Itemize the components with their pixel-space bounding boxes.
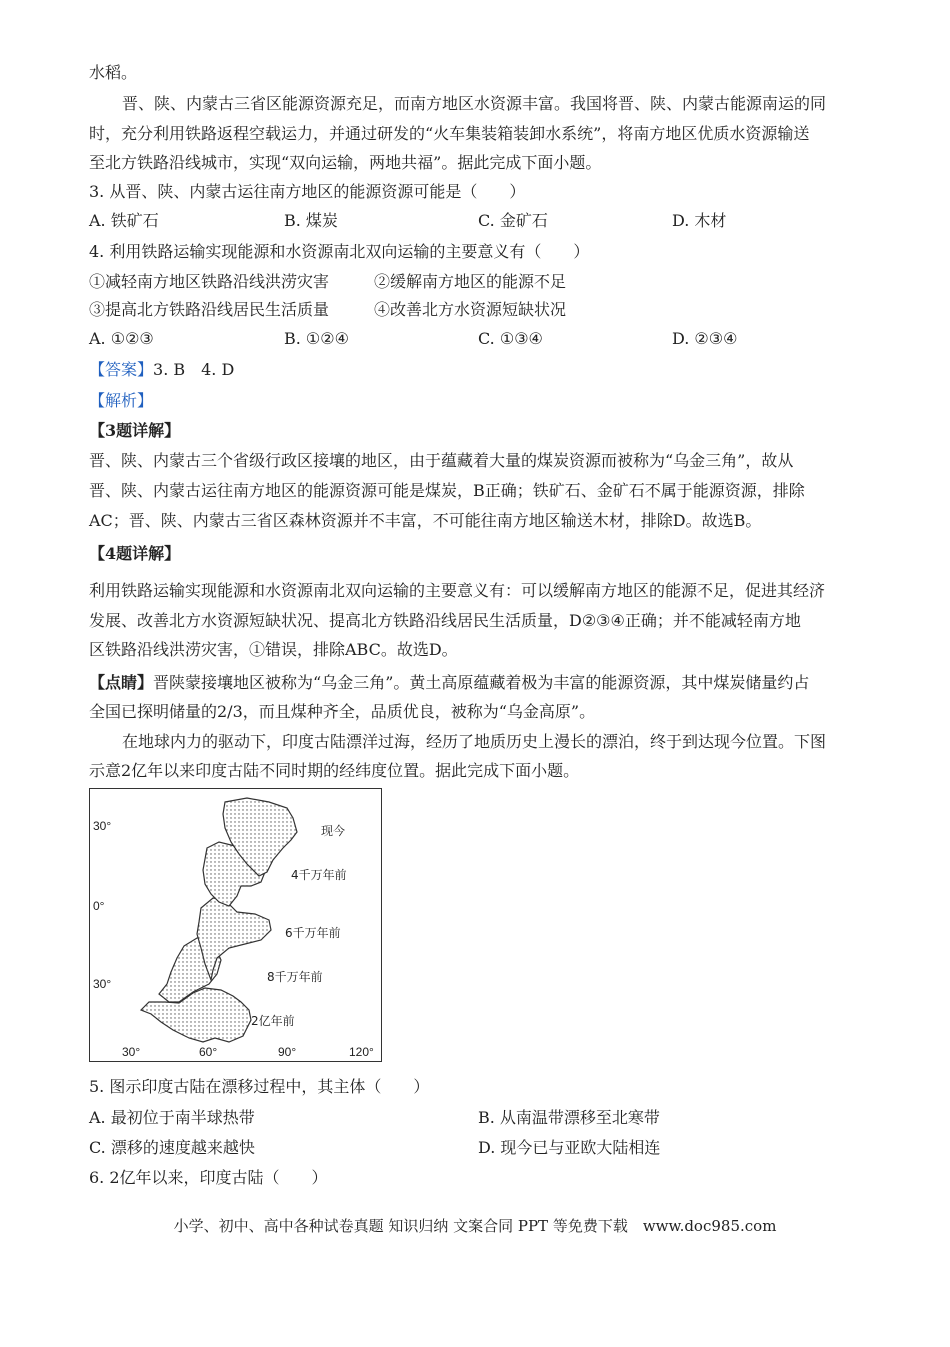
text-line: 在地球内力的驱动下，印度古陆漂洋过海，经历了地质历史上漫长的漂泊，终于到达现今位置。下图: [122, 732, 827, 751]
question-4-stem: 4. 利用铁路运输实现能源和水资源南北双向运输的主要意义有（ ）: [89, 242, 590, 261]
period-label-60ma: 6千万年前: [285, 926, 341, 940]
lon-label: 30°: [122, 1045, 141, 1059]
tip-text: 晋陕蒙接壤地区被称为“乌金三角”。黄土高原蕴藏着极为丰富的能源资源，其中煤炭储量约占: [153, 673, 810, 692]
text-line: 发展、改善北方水资源短缺状况、提高北方铁路沿线居民生活质量，D②③④正确；并不能减轻南方地: [89, 611, 801, 630]
lon-label: 120°: [349, 1045, 374, 1059]
q5-option-a: A. 最初位于南半球热带: [89, 1108, 255, 1127]
text-line: 晋、陕、内蒙古三省区能源资源充足，而南方地区水资源丰富。我国将晋、陕、内蒙古能源南运的同: [122, 94, 827, 113]
question-6-stem: 6. 2亿年以来，印度古陆（ ）: [89, 1168, 328, 1187]
q3-option-c: C. 金矿石: [478, 211, 548, 230]
lat-label: 30°: [93, 977, 112, 991]
question-5-stem: 5. 图示印度古陆在漂移过程中，其主体（ ）: [89, 1077, 430, 1096]
q4-item-3: ③提高北方铁路沿线居民生活质量: [89, 300, 330, 319]
period-label-200ma: 2亿年前: [251, 1014, 295, 1028]
text-line: 区铁路沿线洪涝灾害，①错误，排除ABC。故选D。: [89, 640, 458, 659]
q3-option-d: D. 木材: [672, 211, 727, 230]
answer-text: 3. B 4. D: [153, 360, 235, 379]
q5-option-d: D. 现今已与亚欧大陆相连: [478, 1138, 661, 1157]
text-line: 至北方铁路沿线城市，实现“双向运输，两地共福”。据此完成下面小题。: [89, 153, 602, 172]
text-line: 示意2亿年以来印度古陆不同时期的经纬度位置。据此完成下面小题。: [89, 761, 580, 780]
q4-item-2: ②缓解南方地区的能源不足: [374, 272, 567, 291]
q5-option-b: B. 从南温带漂移至北寒带: [478, 1108, 660, 1127]
text-line: 时，充分利用铁路返程空载运力，并通过研发的“火车集装箱装卸水系统”，将南方地区优质水资源输送: [89, 124, 810, 143]
q4-item-1: ①减轻南方地区铁路沿线洪涝灾害: [89, 272, 330, 291]
text-line: 晋、陕、内蒙古三个省级行政区接壤的地区，由于蕴藏着大量的煤炭资源而被称为“乌金三角”，故从: [89, 451, 794, 470]
period-label-present: 现今: [321, 824, 346, 838]
q5-option-c: C. 漂移的速度越来越快: [89, 1138, 255, 1157]
text-line: 全国已探明储量的2/3，而且煤种齐全，品质优良，被称为“乌金高原”。: [89, 702, 596, 721]
q4-option-a: A. ①②③: [89, 329, 154, 348]
tip-line: [89, 672, 809, 694]
page-footer: 小学、初中、高中各种试卷真题 知识归纳 文案合同 PPT 等免费下载 www.doc985.com: [173, 1217, 777, 1235]
detail-4-label: 【4题详解】: [89, 544, 181, 563]
q4-option-c: C. ①③④: [478, 329, 543, 348]
q4-item-4: ④改善北方水资源短缺状况: [374, 300, 567, 319]
text-line: 晋、陕、内蒙古运往南方地区的能源资源可能是煤炭，B正确；铁矿石、金矿石不属于能源资源，排除: [89, 481, 805, 500]
q4-option-d: D. ②③④: [672, 329, 738, 348]
lat-label: 30°: [93, 819, 112, 833]
question-3-stem: 3. 从晋、陕、内蒙古运往南方地区的能源资源可能是（ ）: [89, 182, 526, 201]
text-line: 利用铁路运输实现能源和水资源南北双向运输的主要意义有：可以缓解南方地区的能源不足，促进其经济: [89, 581, 826, 600]
period-label-40ma: 4千万年前: [291, 868, 347, 882]
q3-option-b: B. 煤炭: [284, 211, 338, 230]
analysis-label: 【解析】: [89, 391, 154, 410]
answer-label: 【答案】: [89, 360, 154, 379]
text-line: 水稻。: [89, 63, 138, 82]
lon-label: 60°: [199, 1045, 218, 1059]
text-line: AC；晋、陕、内蒙古三省区森林资源并不丰富，不可能往南方地区输送木材，排除D。故选B。: [89, 511, 762, 530]
detail-3-label: 【3题详解】: [89, 421, 181, 440]
tip-label: 【点睛】: [89, 673, 154, 692]
q4-option-b: B. ①②④: [284, 329, 349, 348]
answer-line: [89, 359, 234, 381]
q3-option-a: A. 铁矿石: [89, 211, 159, 230]
period-label-80ma: 8千万年前: [267, 970, 323, 984]
lat-label: 0°: [93, 899, 105, 913]
lon-label: 90°: [278, 1045, 297, 1059]
india-drift-map: [89, 788, 382, 1062]
